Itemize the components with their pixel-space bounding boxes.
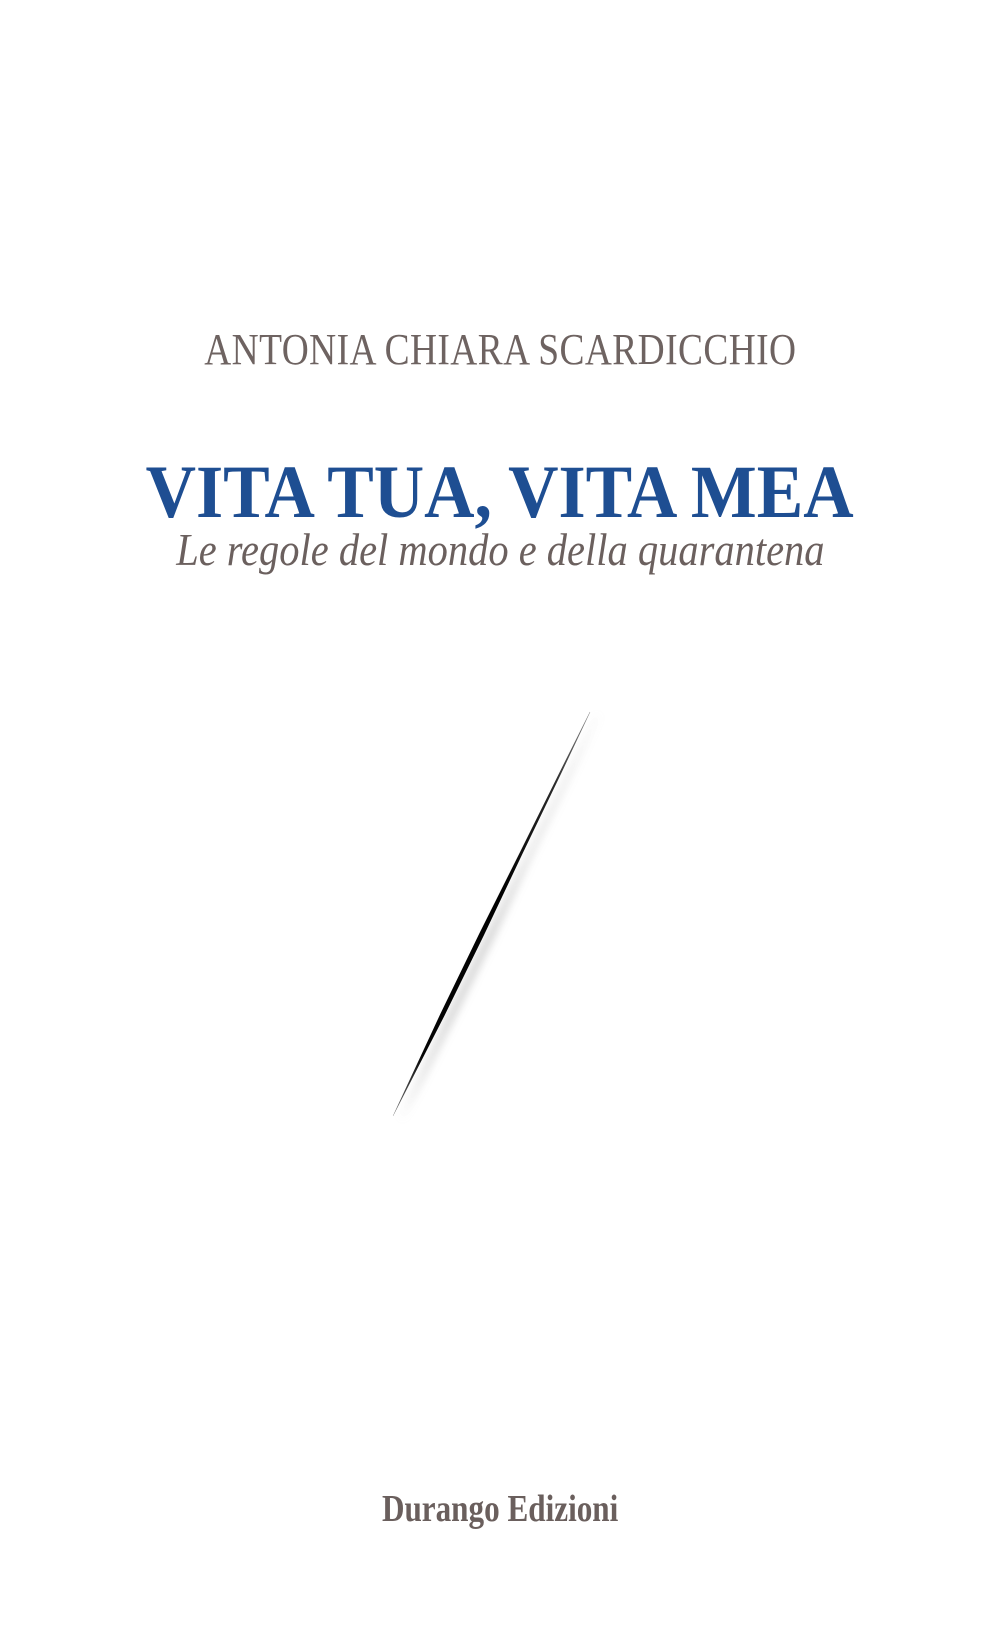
needle-slash-graphic	[350, 690, 610, 1140]
book-subtitle	[0, 524, 1000, 575]
book-title-text: VITA TUA, VITA MEA	[146, 451, 854, 534]
publisher-name	[0, 1490, 1000, 1528]
author-name-text: ANTONIA CHIARA SCARDICCHIO	[203, 325, 797, 374]
publisher-name-text: Durango Edizioni	[381, 1488, 619, 1530]
needle-slash-shadow	[401, 715, 598, 1119]
book-title	[0, 451, 1000, 534]
author-name	[0, 325, 1000, 374]
book-subtitle-text: Le regole del mondo e della quarantena	[175, 524, 825, 575]
needle-slash-stroke	[393, 712, 590, 1116]
